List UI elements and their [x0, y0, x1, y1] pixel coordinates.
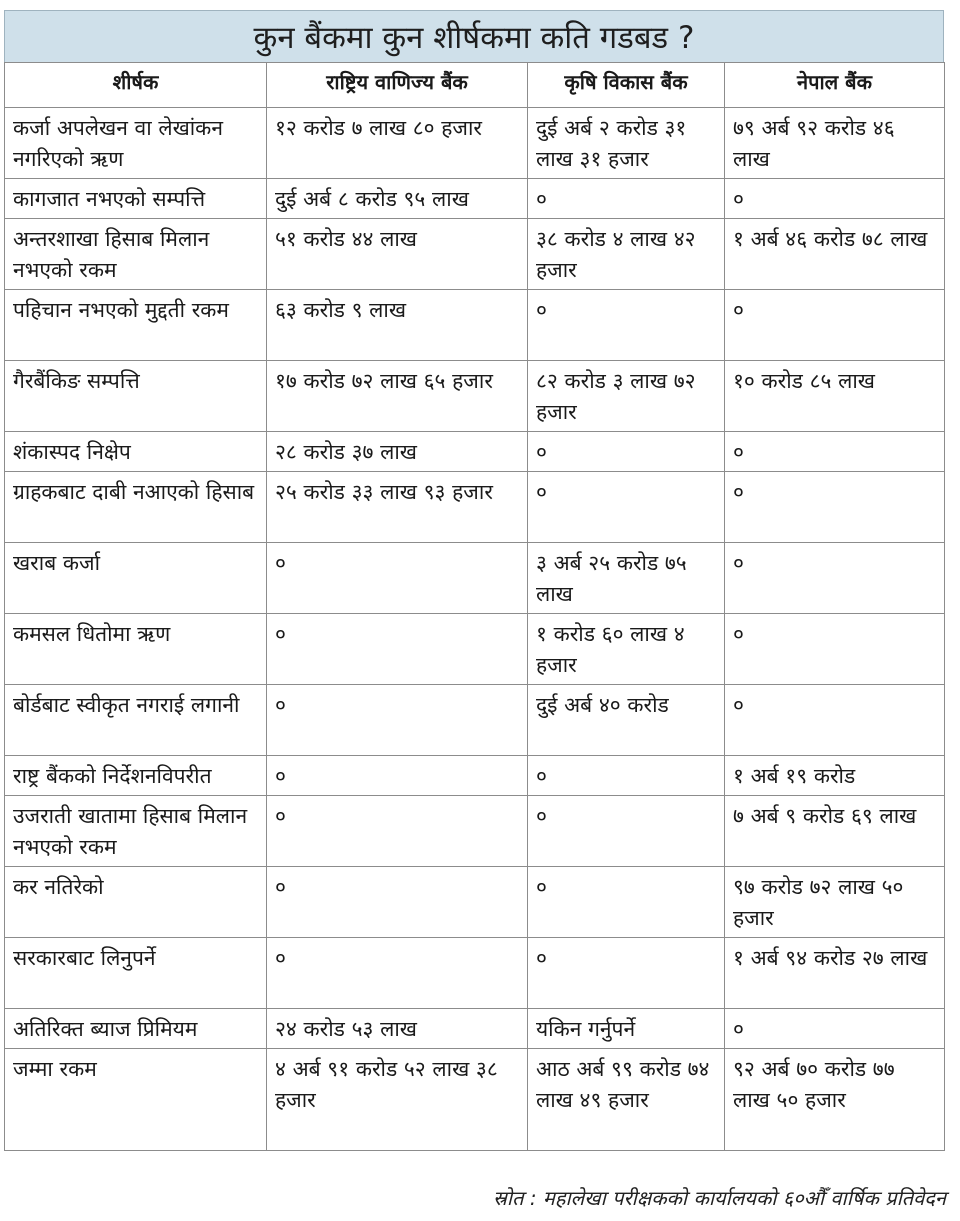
- cell-krishi-bikas: ०: [528, 938, 725, 1009]
- cell-nepal-bank: १ अर्ब ४६ करोड ७८ लाख: [725, 219, 945, 290]
- cell-krishi-bikas: ०: [528, 290, 725, 361]
- cell-nepal-bank: १ अर्ब ९४ करोड २७ लाख: [725, 938, 945, 1009]
- header-krishi-bikas-bank: कृषि विकास बैंक: [528, 63, 725, 108]
- cell-rastriya-banijya: ०: [267, 543, 528, 614]
- row-heading: कागजात नभएको सम्पत्ति: [5, 179, 267, 219]
- cell-krishi-bikas: ०: [528, 432, 725, 472]
- cell-rastriya-banijya: २८ करोड ३७ लाख: [267, 432, 528, 472]
- row-heading: शंकास्पद निक्षेप: [5, 432, 267, 472]
- cell-nepal-bank: १ अर्ब १९ करोड: [725, 756, 945, 796]
- table-row: [5, 685, 945, 756]
- cell-nepal-bank: ०: [725, 472, 945, 543]
- cell-krishi-bikas: यकिन गर्नुपर्ने: [528, 1009, 725, 1049]
- cell-rastriya-banijya: दुई अर्ब ८ करोड ९५ लाख: [267, 179, 528, 219]
- table-row-total: [5, 1049, 945, 1151]
- header-nepal-bank: नेपाल बैंक: [725, 63, 945, 108]
- cell-rastriya-banijya: ०: [267, 796, 528, 867]
- cell-nepal-bank: ९७ करोड ७२ लाख ५० हजार: [725, 867, 945, 938]
- cell-rastriya-banijya: ६३ करोड ९ लाख: [267, 290, 528, 361]
- row-heading: ग्राहकबाट दाबी नआएको हिसाब: [5, 472, 267, 543]
- table-row: [5, 796, 945, 867]
- row-heading: कर नतिरेको: [5, 867, 267, 938]
- row-heading: सरकारबाट लिनुपर्ने: [5, 938, 267, 1009]
- cell-nepal-bank: ७९ अर्ब ९२ करोड ४६ लाख: [725, 108, 945, 179]
- row-heading: अतिरिक्त ब्याज प्रिमियम: [5, 1009, 267, 1049]
- row-heading: उजराती खातामा हिसाब मिलान नभएको रकम: [5, 796, 267, 867]
- cell-rastriya-banijya: ०: [267, 938, 528, 1009]
- cell-nepal-bank: ७ अर्ब ९ करोड ६९ लाख: [725, 796, 945, 867]
- cell-nepal-bank: ०: [725, 685, 945, 756]
- table-row: [5, 938, 945, 1009]
- cell-rastriya-banijya-total: ४ अर्ब ९१ करोड ५२ लाख ३८ हजार: [267, 1049, 528, 1151]
- cell-nepal-bank: ०: [725, 614, 945, 685]
- table-row: [5, 472, 945, 543]
- table-row: [5, 543, 945, 614]
- cell-nepal-bank: ०: [725, 543, 945, 614]
- cell-krishi-bikas: ०: [528, 756, 725, 796]
- cell-krishi-bikas: ०: [528, 867, 725, 938]
- row-heading: खराब कर्जा: [5, 543, 267, 614]
- row-heading: गैरबैंकिङ सम्पत्ति: [5, 361, 267, 432]
- header-rastriya-banijya-bank: राष्ट्रिय वाणिज्य बैंक: [267, 63, 528, 108]
- cell-krishi-bikas: दुई अर्ब ४० करोड: [528, 685, 725, 756]
- table-row: [5, 432, 945, 472]
- row-heading: अन्तरशाखा हिसाब मिलान नभएको रकम: [5, 219, 267, 290]
- row-heading: पहिचान नभएको मुद्दती रकम: [5, 290, 267, 361]
- row-heading: कर्जा अपलेखन वा लेखांकन नगरिएको ऋण: [5, 108, 267, 179]
- cell-rastriya-banijya: २४ करोड ५३ लाख: [267, 1009, 528, 1049]
- report-table-container: [4, 10, 944, 1151]
- cell-nepal-bank: ०: [725, 179, 945, 219]
- cell-rastriya-banijya: २५ करोड ३३ लाख ९३ हजार: [267, 472, 528, 543]
- table-row: [5, 867, 945, 938]
- table-row: [5, 290, 945, 361]
- row-heading: राष्ट्र बैंकको निर्देशनविपरीत: [5, 756, 267, 796]
- source-note: स्रोत : महालेखा परीक्षकको कार्यालयको ६०औँ वार्षिक प्रतिवेदन: [493, 1186, 946, 1210]
- header-row: [5, 63, 945, 108]
- cell-krishi-bikas: ०: [528, 796, 725, 867]
- table-row: [5, 1009, 945, 1049]
- cell-rastriya-banijya: १२ करोड ७ लाख ८० हजार: [267, 108, 528, 179]
- cell-krishi-bikas: १ करोड ६० लाख ४ हजार: [528, 614, 725, 685]
- table-row: [5, 179, 945, 219]
- cell-rastriya-banijya: ५१ करोड ४४ लाख: [267, 219, 528, 290]
- table-row: [5, 756, 945, 796]
- cell-krishi-bikas: ०: [528, 472, 725, 543]
- row-heading: बोर्डबाट स्वीकृत नगराई लगानी: [5, 685, 267, 756]
- cell-nepal-bank: ०: [725, 432, 945, 472]
- cell-rastriya-banijya: ०: [267, 614, 528, 685]
- cell-krishi-bikas: दुई अर्ब २ करोड ३१ लाख ३१ हजार: [528, 108, 725, 179]
- cell-krishi-bikas: ३८ करोड ४ लाख ४२ हजार: [528, 219, 725, 290]
- cell-krishi-bikas-total: आठ अर्ब ९९ करोड ७४ लाख ४९ हजार: [528, 1049, 725, 1151]
- table-title: कुन बैंकमा कुन शीर्षकमा कति गडबड ?: [4, 10, 944, 62]
- cell-rastriya-banijya: १७ करोड ७२ लाख ६५ हजार: [267, 361, 528, 432]
- bank-irregularities-table: [4, 62, 945, 1151]
- header-heading: शीर्षक: [5, 63, 267, 108]
- table-row: [5, 108, 945, 179]
- table-row: [5, 614, 945, 685]
- cell-krishi-bikas: ८२ करोड ३ लाख ७२ हजार: [528, 361, 725, 432]
- cell-nepal-bank-total: ९२ अर्ब ७० करोड ७७ लाख ५० हजार: [725, 1049, 945, 1151]
- table-row: [5, 361, 945, 432]
- cell-rastriya-banijya: ०: [267, 685, 528, 756]
- row-heading-total: जम्मा रकम: [5, 1049, 267, 1151]
- cell-krishi-bikas: ०: [528, 179, 725, 219]
- table-row: [5, 219, 945, 290]
- cell-nepal-bank: १० करोड ८५ लाख: [725, 361, 945, 432]
- cell-rastriya-banijya: ०: [267, 867, 528, 938]
- cell-nepal-bank: ०: [725, 1009, 945, 1049]
- cell-krishi-bikas: ३ अर्ब २५ करोड ७५ लाख: [528, 543, 725, 614]
- cell-nepal-bank: ०: [725, 290, 945, 361]
- row-heading: कमसल धितोमा ऋण: [5, 614, 267, 685]
- cell-rastriya-banijya: ०: [267, 756, 528, 796]
